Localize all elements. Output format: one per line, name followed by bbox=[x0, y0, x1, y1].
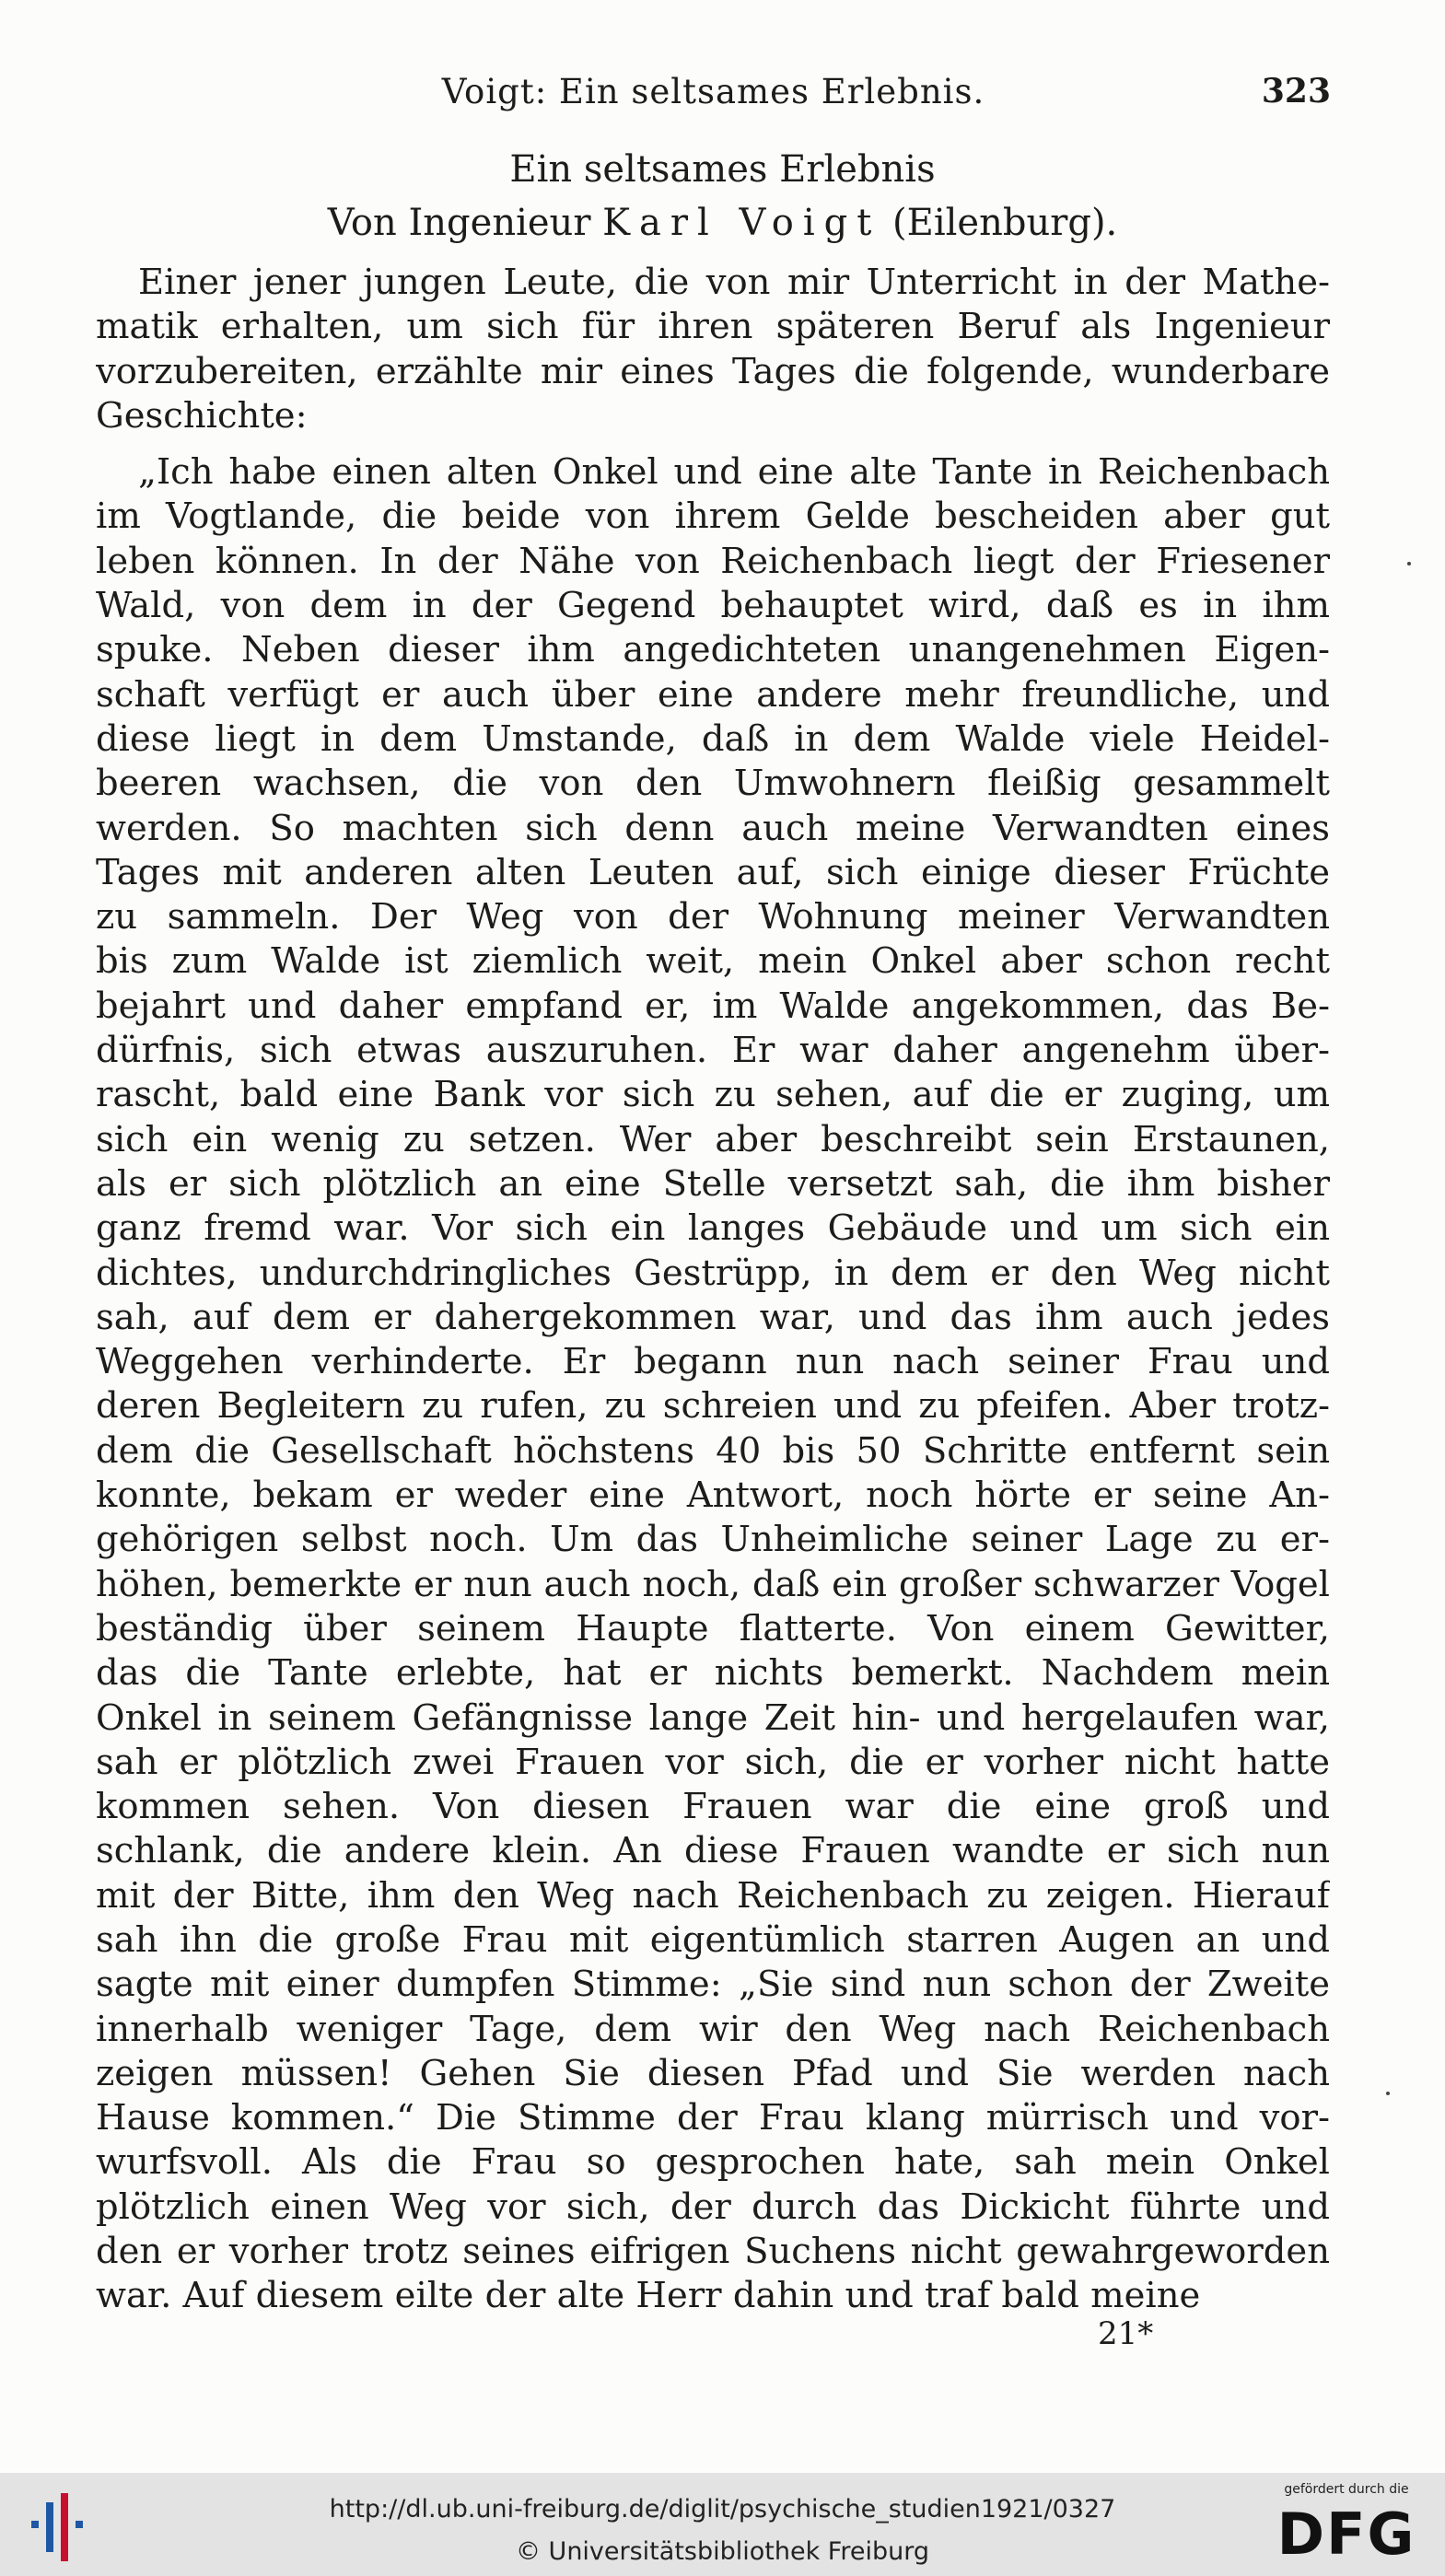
footer-copyright: © Universitätsbibliothek Freiburg bbox=[515, 2537, 930, 2566]
text-line: als er sich plötzlich an eine Stelle versetzt sah, die ihm bisher bbox=[96, 1162, 1330, 1205]
text-line: mit der Bitte, ihm den Weg nach Reichenbach zu zeigen. Hierauf bbox=[96, 1874, 1330, 1917]
text-line: Tages mit anderen alten Leuten auf, sich einige dieser Früchte bbox=[96, 851, 1330, 893]
text-line: schlank, die andere klein. An diese Frauen wandte er sich nun bbox=[96, 1830, 1330, 1872]
text-line: gehörigen selbst noch. Um das Unheimliche seiner Lage zu er- bbox=[96, 1519, 1330, 1561]
text-line: sah er plötzlich zwei Frauen vor sich, die er vorher nicht hatte bbox=[96, 1741, 1330, 1783]
text-line: konnte, bekam er weder eine Antwort, noch hörte er seine An- bbox=[96, 1474, 1330, 1517]
paragraph bbox=[96, 261, 1330, 438]
text-line: sagte mit einer dumpfen Stimme: „Sie sind nun schon der Zweite bbox=[96, 1964, 1330, 2006]
text-line: schaft verfügt er auch über eine andere mehr freundliche, und bbox=[96, 673, 1330, 716]
footer-url-link[interactable]: http://dl.ub.uni-freiburg.de/diglit/psychische_studien1921/0327 bbox=[329, 2495, 1116, 2524]
text-line: war. Auf diesem eilte der alte Herr dahin und traf bald meine bbox=[96, 2275, 1201, 2317]
text-line: das die Tante erlebte, hat er nichts bemerkt. Nachdem mein bbox=[96, 1652, 1330, 1695]
text-line: spuke. Neben dieser ihm angedichteten unangenehmen Eigen- bbox=[96, 629, 1330, 671]
article-body bbox=[96, 261, 1330, 2331]
text-line: vorzubereiten, erzählte mir eines Tages die folgende, wunderbare bbox=[96, 350, 1330, 392]
text-line: bis zum Walde ist ziemlich weit, mein Onkel aber schon recht bbox=[96, 940, 1330, 983]
running-title: Voigt: Ein seltsames Erlebnis. bbox=[441, 72, 985, 111]
text-line: bejahrt und daher empfand er, im Walde angekommen, das Be- bbox=[96, 985, 1330, 1027]
page-number: 323 bbox=[1261, 72, 1331, 111]
text-line: zu sammeln. Der Weg von der Wohnung meiner Verwandten bbox=[96, 896, 1330, 938]
text-line: dem die Gesellschaft höchstens 40 bis 50 Schritte entfernt sein bbox=[96, 1429, 1330, 1472]
text-line: dürfnis, sich etwas auszuruhen. Er war daher angenehm über- bbox=[96, 1030, 1330, 1072]
text-line: innerhalb weniger Tage, dem wir den Weg nach Reichenbach bbox=[96, 2008, 1330, 2050]
paragraph bbox=[96, 450, 1330, 2318]
running-header bbox=[96, 72, 1331, 120]
dfg-badge bbox=[1268, 2482, 1425, 2572]
text-line: kommen sehen. Von diesen Frauen war die eine groß und bbox=[96, 1786, 1330, 1828]
text-line: Einer jener jungen Leute, die von mir Unterricht in der Mathe- bbox=[138, 262, 1330, 303]
dfg-logo-icon: DFG bbox=[1276, 2500, 1416, 2568]
text-line: plötzlich einen Weg vor sich, der durch das Dickicht führte und bbox=[96, 2186, 1330, 2228]
text-line: im Vogtlande, die beide von ihrem Gelde bescheiden aber gut bbox=[96, 495, 1330, 538]
text-line: deren Begleitern zu rufen, zu schreien und zu pfeifen. Aber trotz- bbox=[96, 1385, 1330, 1428]
article-title: Ein seltsames Erlebnis bbox=[509, 148, 936, 191]
text-line: ganz fremd war. Vor sich ein langes Gebäude und um sich ein bbox=[96, 1207, 1330, 1250]
text-line: dichtes, undurchdringliches Gestrüpp, in dem er den Weg nicht bbox=[96, 1252, 1330, 1294]
text-line: Onkel in seinem Gefängnisse lange Zeit hin- und hergelaufen war, bbox=[96, 1696, 1330, 1739]
text-line: Geschichte: bbox=[96, 394, 308, 437]
text-line: Weggehen verhinderte. Er begann nun nach seiner Frau und bbox=[96, 1341, 1330, 1383]
funding-note: gefördert durch die bbox=[1284, 2482, 1409, 2497]
text-line: diese liegt in dem Umstande, daß in dem Walde viele Heidel- bbox=[96, 717, 1330, 760]
text-line: werden. So machten sich denn auch meine Verwandten eines bbox=[96, 807, 1330, 849]
text-line: „Ich habe einen alten Onkel und eine alte Tante in Reichenbach bbox=[138, 451, 1330, 494]
text-line: sah ihn die große Frau mit eigentümlich starren Augen an und bbox=[96, 1918, 1330, 1961]
text-line: wurfsvoll. Als die Frau so gesprochen hate, sah mein Onkel bbox=[96, 2141, 1330, 2184]
signature-mark: 21* bbox=[1098, 2315, 1154, 2352]
text-line: Wald, von dem in der Gegend behauptet wird, daß es in ihm bbox=[96, 585, 1330, 627]
margin-speck bbox=[1407, 562, 1411, 565]
text-line: beständig über seinem Haupte flatterte. Von einem Gewitter, bbox=[96, 1607, 1330, 1649]
margin-speck bbox=[1386, 2092, 1390, 2095]
text-line: rascht, bald eine Bank vor sich zu sehen, auf die er zuging, um bbox=[96, 1074, 1330, 1116]
byline-prefix: Von Ingenieur bbox=[327, 202, 591, 244]
text-line: den er vorher trotz seines eifrigen Suchens nicht gewahrgeworden bbox=[96, 2231, 1330, 2273]
text-line: höhen, bemerkte er nun auch noch, daß ein großer schwarzer Vogel bbox=[96, 1563, 1330, 1605]
article-byline bbox=[0, 197, 1445, 249]
author-name: Karl Voigt bbox=[602, 202, 881, 244]
text-line: leben können. In der Nähe von Reichenbach liegt der Friesener bbox=[96, 540, 1330, 582]
text-line: Hause kommen.“ Die Stimme der Frau klang mürrisch und vor- bbox=[96, 2097, 1330, 2139]
text-line: sich ein wenig zu setzen. Wer aber beschreibt sein Erstaunen, bbox=[96, 1118, 1330, 1160]
text-line: sah, auf dem er dahergekommen war, und das ihm auch jedes bbox=[96, 1296, 1330, 1338]
byline-suffix: (Eilenburg). bbox=[892, 202, 1118, 244]
text-line: beeren wachsen, die von den Umwohnern fleißig gesammelt bbox=[96, 763, 1330, 805]
text-line: matik erhalten, um sich für ihren späteren Beruf als Ingenieur bbox=[96, 306, 1330, 348]
footer-bar bbox=[0, 2473, 1445, 2576]
text-line: zeigen müssen! Gehen Sie diesen Pfad und Sie werden nach bbox=[96, 2052, 1330, 2094]
